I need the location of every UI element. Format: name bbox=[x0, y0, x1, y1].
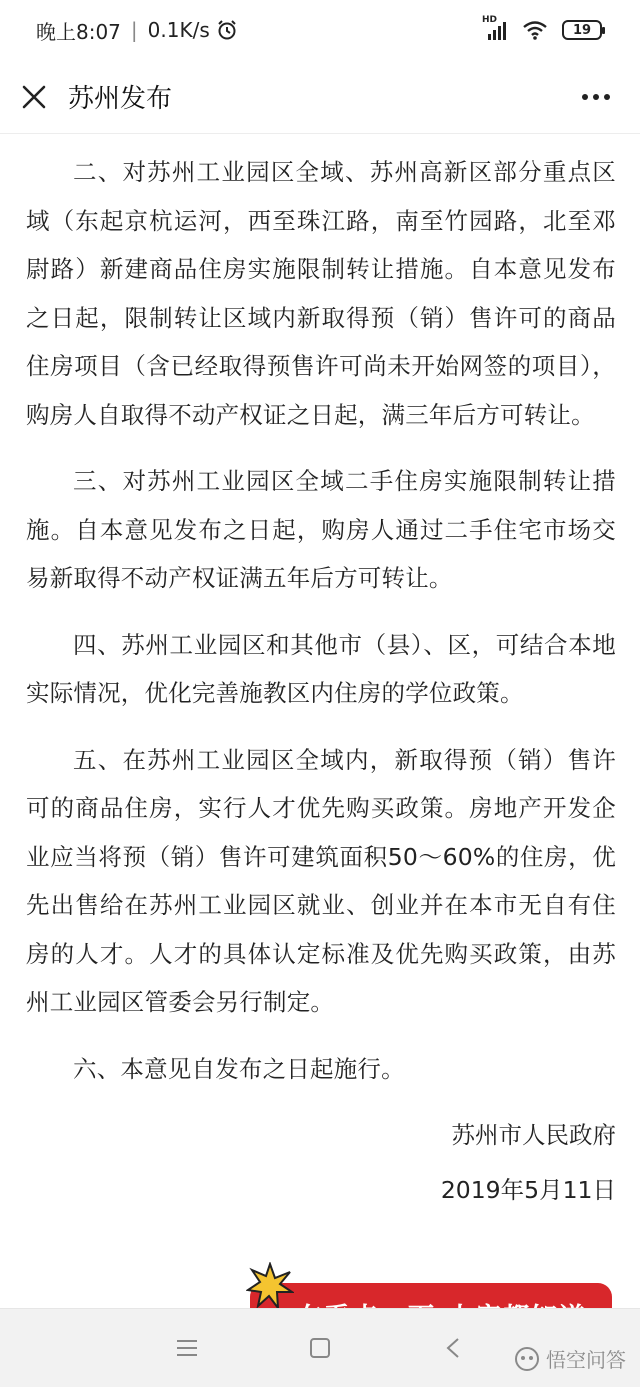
nav-home-button[interactable] bbox=[300, 1328, 340, 1368]
signature-date: 2019年5月11日 bbox=[440, 1175, 616, 1204]
battery-icon bbox=[562, 20, 602, 40]
nav-back-button[interactable] bbox=[433, 1328, 473, 1368]
status-right bbox=[482, 15, 602, 41]
page-title: 苏州发布 bbox=[68, 84, 173, 114]
close-button[interactable] bbox=[20, 83, 48, 111]
title-bar bbox=[0, 60, 640, 134]
signature-org: 苏州市人民政府 bbox=[451, 1121, 616, 1149]
menu-icon bbox=[176, 1339, 198, 1357]
battery-level: 19 bbox=[572, 22, 592, 38]
status-separator: | bbox=[130, 18, 138, 42]
status-time: 晚上8:07 bbox=[36, 19, 121, 44]
close-icon bbox=[21, 84, 47, 110]
article-paragraph: 四、苏州工业园区和其他市（县）、区，可结合本地实际情况，优化完善施教区内住房的学位政策。 bbox=[26, 630, 616, 707]
network-speed: 0.1K/s bbox=[147, 18, 210, 42]
nav-menu-button[interactable] bbox=[167, 1328, 207, 1368]
article-content bbox=[26, 140, 616, 1214]
back-icon bbox=[445, 1337, 461, 1359]
cellular-signal-icon bbox=[482, 15, 508, 41]
watermark bbox=[514, 1344, 626, 1373]
hd-label: HD bbox=[482, 15, 498, 25]
more-button[interactable] bbox=[578, 83, 614, 111]
more-icon bbox=[581, 93, 611, 101]
status-bar bbox=[0, 0, 640, 60]
home-square-icon bbox=[309, 1337, 331, 1359]
article-paragraph: 二、对苏州工业园区全域、苏州高新区部分重点区域（东起京杭运河，西至珠江路，南至竹园路，北至邓尉路）新建商品住房实施限制转让措施。自本意见发布之日起，限制转让区域内新取得预（销）售许可的商品住房项目（含已经取得预售许可尚未开始网签的项目），购房人自取得不动产权证之日起，满三年后方可转让。 bbox=[26, 158, 616, 429]
article-paragraph: 六、本意见自发布之日起施行。 bbox=[73, 1054, 405, 1083]
status-left bbox=[36, 16, 238, 45]
article-paragraph: 五、在苏州工业园区全域内，新取得预（销）售许可的商品住房，实行人才优先购买政策。房地产开发企业应当将预（销）售许可建筑面积50～60%的住房，优先出售给在苏州工业园区就业、创业并在本市无自有住房的人才。人才的具体认定标准及优先购买政策，由苏州工业园区管委会另行制定。 bbox=[26, 745, 616, 1016]
watermark-text: 悟空问答 bbox=[546, 1348, 626, 1372]
article-paragraph: 三、对苏州工业园区全域二手住房实施限制转让措施。自本意见发布之日起，购房人通过二手住宅市场交易新取得不动产权证满五年后方可转让。 bbox=[26, 467, 616, 592]
wifi-icon bbox=[522, 19, 548, 41]
alarm-icon bbox=[216, 19, 238, 41]
wukong-logo-icon bbox=[514, 1346, 540, 1372]
burst-icon bbox=[246, 1262, 294, 1310]
